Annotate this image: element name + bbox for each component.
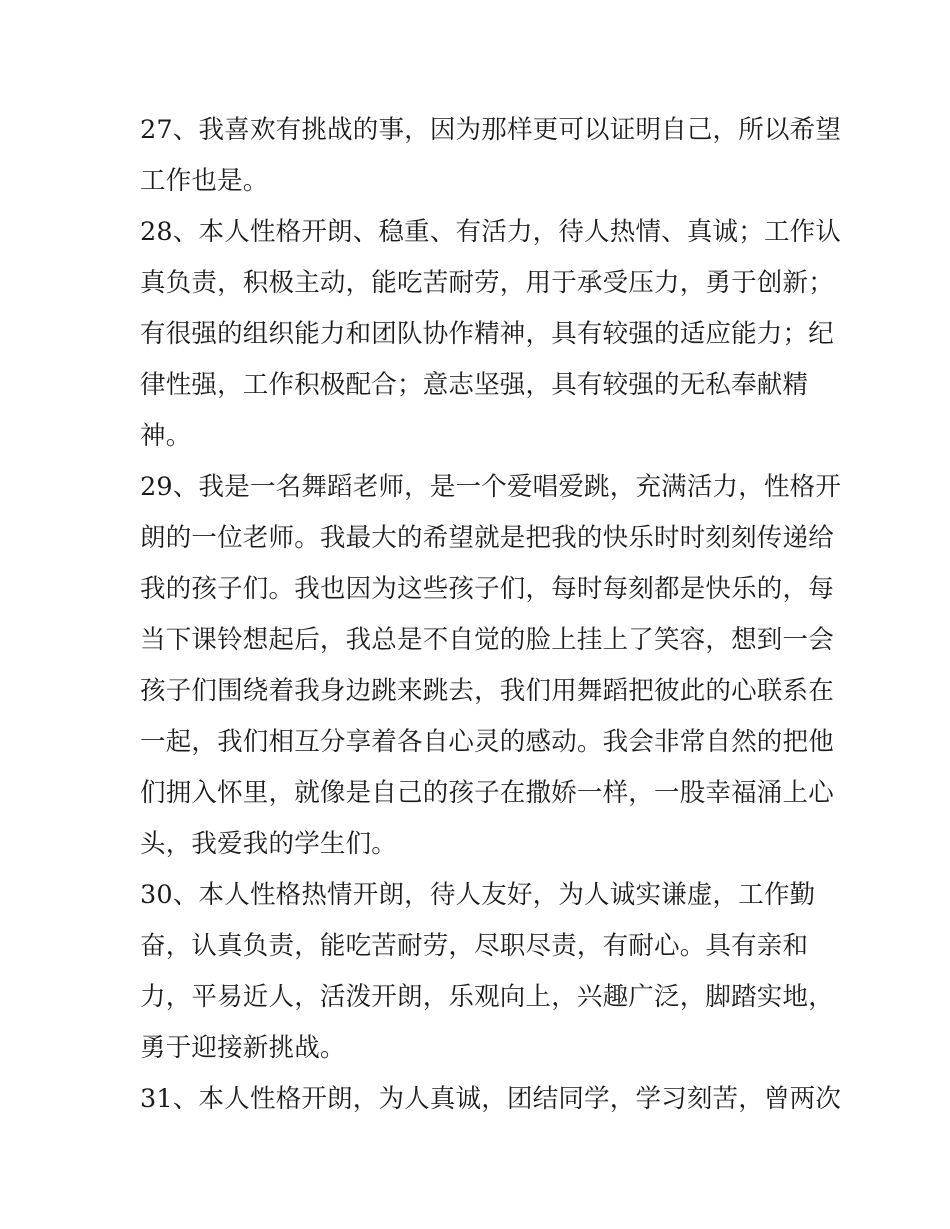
text-line: 头，我爱我的学生们。 — [140, 829, 398, 859]
text-line: 律性强，工作积极配合；意志坚强，具有较强的无私奉献精 — [140, 370, 809, 400]
paragraph-31 — [140, 1074, 842, 1125]
document-body — [140, 105, 842, 1125]
text-line: 朗的一位老师。我最大的希望就是把我的快乐时时刻刻传递给 — [140, 523, 834, 553]
text-line: 工作也是。 — [140, 166, 269, 196]
paragraph-30 — [140, 870, 834, 1074]
text-line: 当下课铃想起后，我总是不自觉的脸上挂上了笑容，想到一会 — [140, 625, 834, 655]
text-line: 一起，我们相互分享着各自心灵的感动。我会非常自然的把他 — [140, 727, 834, 757]
text-line: 奋，认真负责，能吃苦耐劳，尽职尽责，有耐心。具有亲和 — [140, 931, 809, 961]
text-line: 有很强的组织能力和团队协作精神，具有较强的适应能力；纪 — [140, 319, 834, 349]
text-line: 30、本人性格热情开朗，待人友好，为人诚实谦虚，工作勤 — [140, 880, 816, 910]
text-line: 们拥入怀里，就像是自己的孩子在撒娇一样，一股幸福涌上心 — [140, 778, 834, 808]
text-line: 31、本人性格开朗，为人真诚，团结同学，学习刻苦，曾两次 — [140, 1084, 842, 1114]
paragraph-29 — [140, 462, 842, 870]
text-line: 神。 — [140, 421, 192, 451]
text-line: 28、本人性格开朗、稳重、有活力，待人热情、真诚；工作认 — [140, 217, 842, 247]
text-line: 孩子们围绕着我身边跳来跳去，我们用舞蹈把彼此的心联系在 — [140, 676, 834, 706]
paragraph-28 — [140, 207, 842, 462]
text-line: 勇于迎接新挑战。 — [140, 1033, 346, 1063]
paragraph-27 — [140, 105, 842, 207]
text-line: 27、我喜欢有挑战的事，因为那样更可以证明自己，所以希望 — [140, 115, 842, 145]
text-line: 真负责，积极主动，能吃苦耐劳，用于承受压力，勇于创新； — [140, 268, 834, 298]
text-line: 力，平易近人，活泼开朗，乐观向上，兴趣广泛，脚踏实地， — [140, 982, 834, 1012]
text-line: 我的孩子们。我也因为这些孩子们，每时每刻都是快乐的，每 — [140, 574, 834, 604]
text-line: 29、我是一名舞蹈老师，是一个爱唱爱跳，充满活力，性格开 — [140, 472, 842, 502]
